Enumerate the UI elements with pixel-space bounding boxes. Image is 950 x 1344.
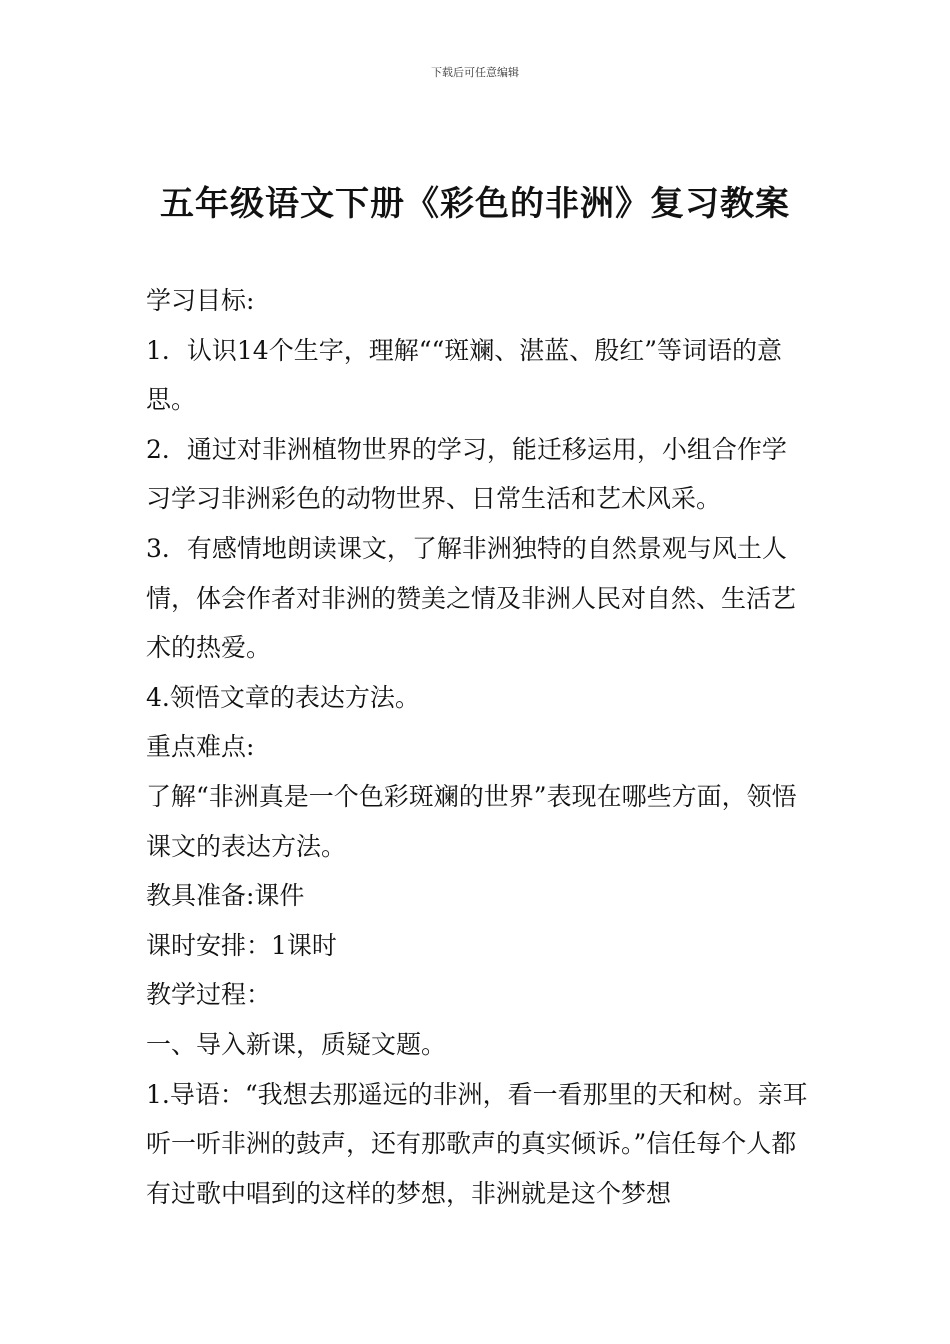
objective-1: 1．认识14个生字，理解““斑斓、湛蓝、殷红”等词语的意思。 <box>146 335 783 415</box>
step-1-heading: 一、导入新课，质疑文题。 <box>146 1029 447 1059</box>
objective-4: 4.领悟文章的表达方法。 <box>146 682 420 712</box>
page-header-note: 下载后可任意编辑 <box>431 66 519 79</box>
objective-2: 2．通过对非洲植物世界的学习，能迁移运用，小组合作学习学习非洲彩色的动物世界、日常生活和艺术风采。 <box>146 434 787 514</box>
schedule: 课时安排：1课时 <box>146 930 337 960</box>
key-points-text: 了解“非洲真是一个色彩斑斓的世界”表现在哪些方面，领悟课文的表达方法。 <box>146 781 797 861</box>
objective-3: 3．有感情地朗读课文，了解非洲独特的自然景观与风土人情，体会作者对非洲的赞美之情及非洲人民对自然、生活艺术的热爱。 <box>146 533 797 663</box>
process-heading: 教学过程： <box>146 980 272 1010</box>
step-1-item-1: 1.导语：“我想去那遥远的非洲，看一看那里的天和树。亲耳听一听非洲的鼓声，还有那歌声的真实倾诉。”信任每个人都有过歌中唱到的这样的梦想，非洲就是这个梦想 <box>146 1079 808 1208</box>
document-body <box>146 276 810 1218</box>
teaching-aids: 教具准备:课件 <box>146 881 305 911</box>
document-title: 五年级语文下册《彩色的非洲》复习教案 <box>160 184 790 224</box>
key-points-heading: 重点难点: <box>146 732 255 762</box>
objectives-heading: 学习目标: <box>146 286 255 315</box>
